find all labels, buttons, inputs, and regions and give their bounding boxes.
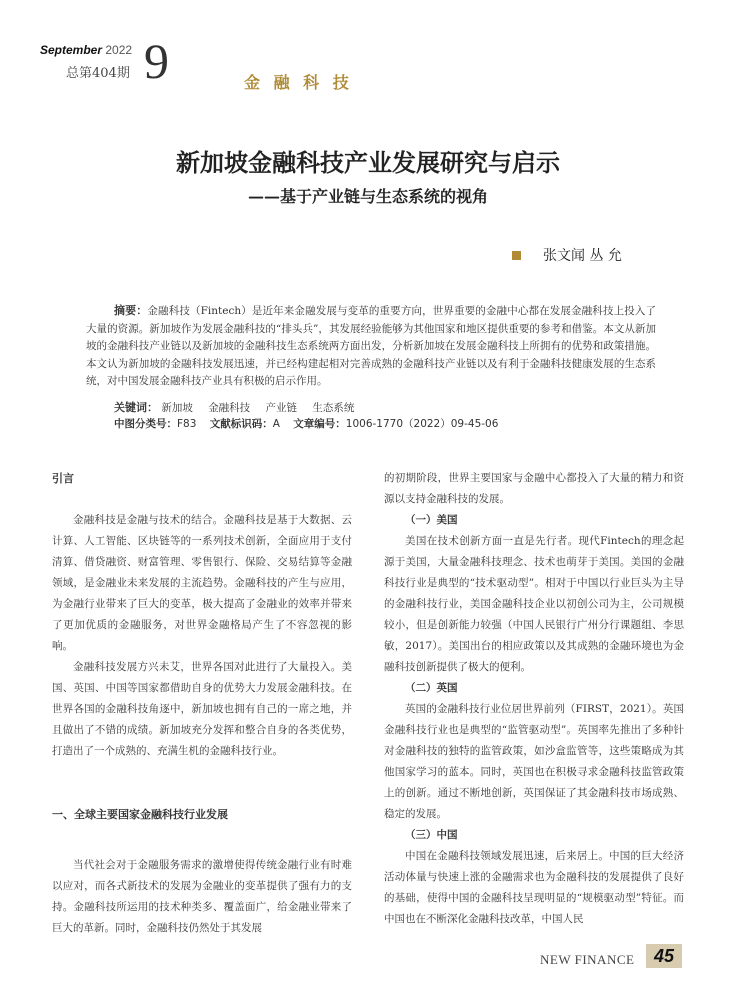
subsection-heading: （二）英国 — [405, 682, 458, 694]
right-column — [384, 468, 684, 930]
issue-month: September 2022 — [40, 43, 133, 57]
paragraph: 中国在金融科技领域发展迅速，后来居上。中国的巨大经济活动体量与快速上涨的金融需求也为金融科技的发展提供了良好的基础，使得中国的金融科技呈现明显的“规模驱动型”特征。而中国也在不断深化金融科技改革，中国人民 — [384, 850, 684, 925]
journal-name: NEW FINANCE — [540, 952, 635, 967]
article-number-label: 文章编号： — [293, 418, 346, 430]
clc-value: F83 — [177, 418, 197, 430]
keywords-label: 关键词： — [114, 401, 158, 414]
doc-code-value: A — [272, 418, 280, 430]
section-heading: 一、全球主要国家金融科技行业发展 — [52, 808, 228, 821]
paragraph: 金融科技发展方兴未艾，世界各国对此进行了大量投入。美国、英国、中国等国家都借助自身的优势大力发展金融科技。在世界各国的金融科技角逐中，新加坡也拥有自己的一席之地，并且做出了不错的成绩。新加坡充分发挥和整合自身的各类优势，打造出了一个成熟的、充满生机的金融科技行业。 — [52, 661, 352, 757]
issue-total-number: 总第404期 — [66, 66, 130, 81]
article-title: 新加坡金融科技产业发展研究与启示 — [176, 149, 560, 177]
keyword: 新加坡 — [161, 402, 193, 414]
keyword: 产业链 — [265, 402, 298, 414]
subsection-heading: （三）中国 — [405, 829, 458, 841]
paragraph: 美国在技术创新方面一直是先行者。现代Fintech的理念起源于美国，大量金融科技理念、技术也萌芽于美国。美国的金融科技行业是典型的“技术驱动型”。相对于中国以行业巨头为主导的金融科技行业，美国金融科技企业以初创公司为主，公司规模较小，但是创新能力较强（中国人民银行广州分行课题组、李思敏，2017）。美国出台的相应政策以及其成熟的金融环境也为金融科技创新提供了极大的便利。 — [384, 535, 684, 673]
author-names: 张文闻 丛 允 — [543, 248, 622, 264]
abstract-label: 摘要： — [114, 304, 148, 317]
issue-number: 9 — [144, 33, 169, 89]
author-line — [512, 245, 622, 265]
abstract — [86, 302, 656, 391]
subsection-heading: （一）美国 — [405, 514, 458, 526]
article-number-value: 1006-1770（2022）09-45-06 — [345, 418, 499, 430]
paragraph: 的初期阶段，世界主要国家与金融中心都投入了大量的精力和资源以支持金融科技的发展。 — [384, 472, 684, 505]
doc-code-label: 文献标识码： — [209, 418, 273, 430]
page-number: 45 — [646, 944, 682, 968]
intro-heading: 引言 — [52, 472, 74, 485]
keyword: 金融科技 — [208, 402, 251, 414]
paragraph: 英国的金融科技行业位居世界前列（FIRST，2021）。英国金融科技行业也是典型的“监管驱动型”。英国率先推出了多种针对金融科技的独特的监管政策，如沙盒监管等，这些策略成为其他国家学习的蓝本。同时，英国也在积极寻求金融科技监管政策上的创新。通过不断地创新，英国保证了其金融科技市场成熟、稳定的发展。 — [384, 703, 684, 820]
clc-label: 中图分类号： — [114, 418, 177, 430]
classification-line — [114, 416, 674, 431]
keyword: 生态系统 — [312, 402, 355, 414]
paragraph: 金融科技是金融与技术的结合。金融科技是基于大数据、云计算、人工智能、区块链等的一系列技术创新，全面应用于支付清算、借贷融资、财富管理、零售银行、保险、交易结算等金融领域，是金融业未来发展的主流趋势。金融科技的产生与应用，为金融行业带来了巨大的变革，极大提高了金融业的效率并带来了更加优质的金融服务，对世界金融格局产生了不容忽视的影响。 — [52, 514, 352, 652]
abstract-text: 金融科技（Fintech）是近年来金融发展与变革的重要方向，世界重要的金融中心都在发展金融科技上投入了大量的资源。新加坡作为发展金融科技的“排头兵”，其发展经验能够为其他国家和地区提供重要的参考和借鉴。本文从新加坡的金融科技产业链以及新加坡的金融科技生态系统两方面出发，分析新加坡在发展金融科技上所拥有的优势和政策措施。本文认为新加坡的金融科技发展迅速，并已经构建起相对完善成熟的金融科技产业链以及有利于金融科技健康发展的生态系统，对中国发展金融科技产业具有积极的启示作用。 — [86, 305, 657, 387]
left-column — [52, 468, 352, 939]
section-title: 金 融 科 技 — [244, 73, 353, 92]
square-bullet-icon — [512, 251, 521, 260]
issue-year: 2022 — [105, 43, 133, 57]
keywords — [114, 399, 674, 415]
paragraph: 当代社会对于金融服务需求的激增使得传统金融行业有时难以应对，而各式新技术的发展为金融业的变革提供了强有力的支持。金融科技所运用的技术种类多、覆盖面广，给金融业带来了巨大的革新。同时，金融科技仍然处于其发展 — [52, 859, 352, 934]
article-subtitle: ——基于产业链与生态系统的视角 — [247, 187, 488, 206]
